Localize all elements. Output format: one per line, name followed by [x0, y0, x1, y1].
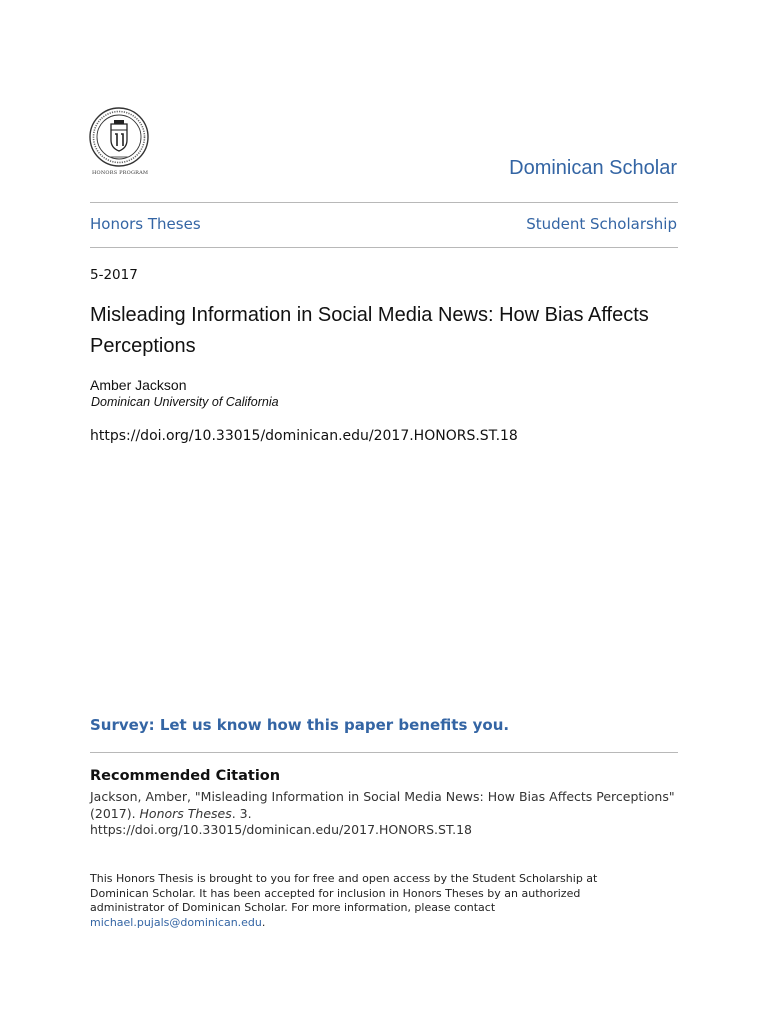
contact-email-link[interactable]: michael.pujals@dominican.edu: [90, 915, 262, 929]
honors-theses-link[interactable]: Honors Theses: [90, 215, 201, 233]
notice-text: This Honors Thesis is brought to you for free and open access by the Student Scholarship at Dominican Scholar. It has been accepted for inclusion in Honors Theses by an authorized administrator of Dominican Scholar. For more information, please contact: [90, 872, 598, 914]
citation-doi: https://doi.org/10.33015/dominican.edu/2017.HONORS.ST.18: [90, 822, 472, 837]
logo-caption: HONORS PROGRAM: [92, 170, 149, 176]
citation-part1: Jackson, Amber, "Misleading Information in Social Media News: How Bias Affects Perceptions" (2017).: [90, 789, 675, 821]
doi-text: https://doi.org/10.33015/dominican.edu/2017.HONORS.ST.18: [90, 428, 518, 444]
dominican-university-seal-icon: [88, 106, 152, 180]
publication-date: 5-2017: [90, 267, 138, 283]
citation-text: [90, 789, 690, 839]
author-affiliation: Dominican University of California: [91, 395, 279, 409]
paper-title: Misleading Information in Social Media News: How Bias Affects Perceptions: [90, 304, 649, 357]
collections-divider: [90, 247, 678, 248]
recommended-citation-heading: Recommended Citation: [90, 768, 281, 784]
student-scholarship-link[interactable]: Student Scholarship: [526, 215, 677, 233]
survey-link[interactable]: Survey: Let us know how this paper benefits you.: [90, 716, 510, 734]
header-divider: [90, 202, 678, 203]
notice-end: .: [261, 915, 266, 929]
author-name: Amber Jackson: [90, 377, 187, 393]
access-notice: [90, 872, 650, 930]
survey-divider: [90, 752, 678, 753]
citation-series: Honors Theses: [139, 805, 232, 821]
citation-part2: . 3.: [231, 805, 252, 821]
site-title-link[interactable]: Dominican Scholar: [509, 157, 677, 179]
